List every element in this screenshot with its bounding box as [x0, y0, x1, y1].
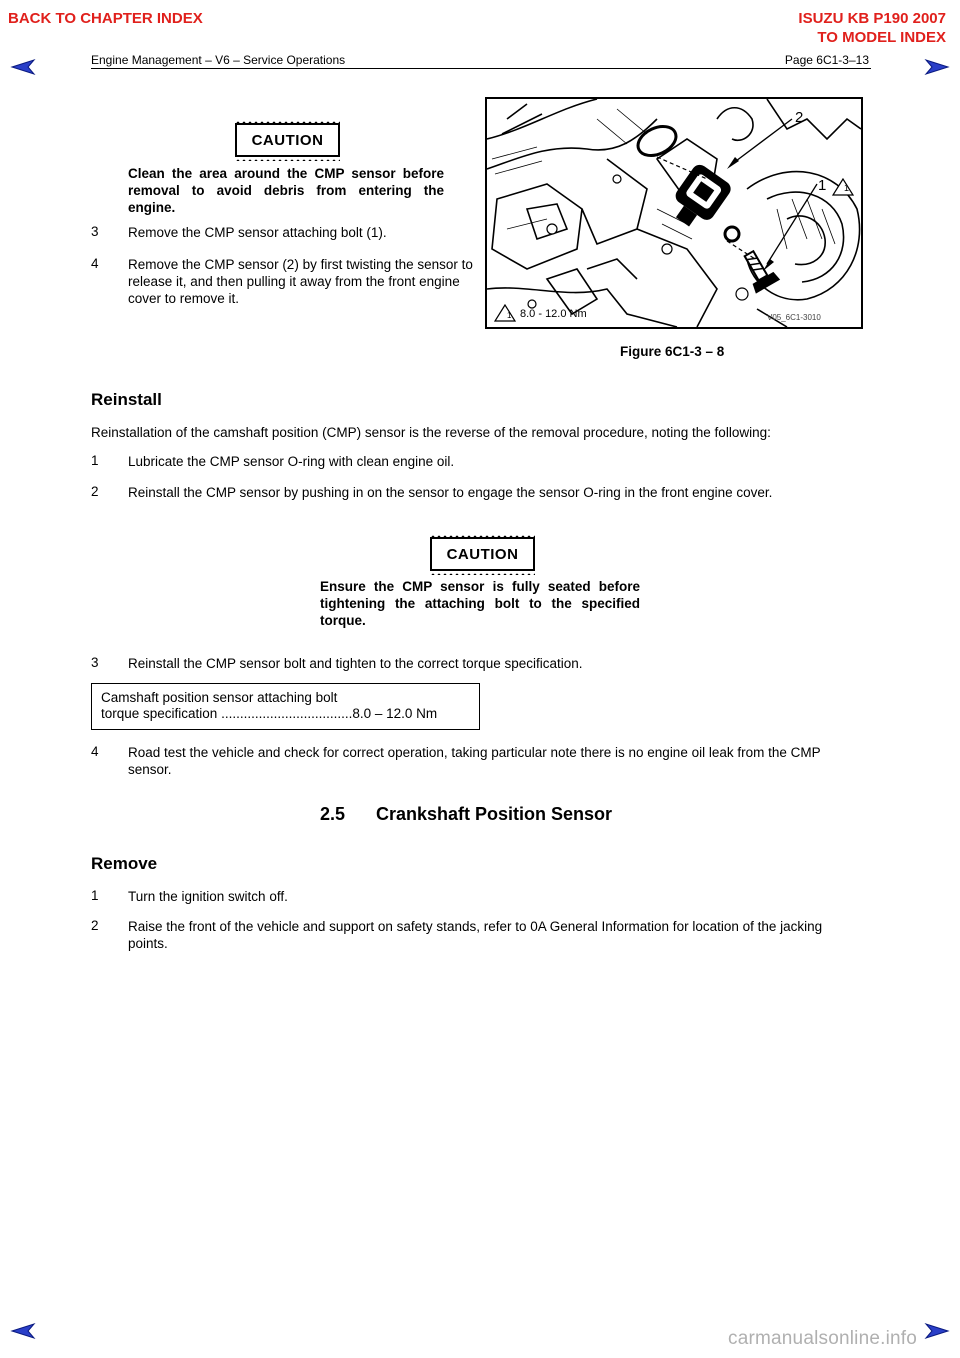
previous-page-arrow-bottom-icon[interactable]	[10, 1322, 36, 1340]
spec-line-2: torque specification ...................................8.0 – 12.0 Nm	[101, 706, 438, 721]
step-text: Reinstall the CMP sensor bolt and tighten to the correct torque specification.	[128, 656, 583, 671]
spec-line-1: Camshaft position sensor attaching bolt	[101, 690, 338, 705]
figure-torque-label: 8.0 - 12.0 Nm	[520, 308, 587, 320]
footer-watermark: carmanualsonline.info	[728, 1328, 918, 1349]
torque-marker-legend: 1	[507, 311, 512, 320]
reinstall-heading: Reinstall	[91, 390, 162, 409]
step-number: 2	[91, 918, 99, 933]
running-header-page: Page 6C1-3–13	[784, 53, 869, 67]
step-text: Reinstall the CMP sensor by pushing in on the sensor to engage the sensor O-ring in the front engine cover.	[128, 485, 773, 500]
reinstall-intro: Reinstallation of the camshaft position (CMP) sensor is the reverse of the removal procedure, noting the following:	[91, 425, 771, 440]
engine-illustration	[485, 97, 863, 329]
step-text: Road test the vehicle and check for correct operation, taking particular note there is no engine oil leak from the CMP sensor.	[128, 745, 821, 777]
section-number: 2.5	[320, 804, 346, 824]
header-rule	[91, 68, 871, 69]
step-number: 4	[91, 744, 99, 759]
callout-1-label: 1	[818, 177, 827, 194]
back-to-chapter-index-link[interactable]: BACK TO CHAPTER INDEX	[8, 10, 203, 27]
running-header-title: Engine Management – V6 – Service Operations	[91, 53, 346, 67]
figure-code: V05_6C1-3010	[767, 313, 821, 322]
figure-caption: Figure 6C1-3 – 8	[620, 344, 725, 359]
step-text: Remove the CMP sensor attaching bolt (1).	[128, 225, 387, 240]
section-title: Crankshaft Position Sensor	[376, 804, 613, 824]
step-text: Lubricate the CMP sensor O-ring with clean engine oil.	[128, 454, 455, 469]
step-text: Remove the CMP sensor (2) by first twisting the sensor to release it, and then pulling it away from the front engine cover to remove it.	[128, 257, 473, 306]
callout-2-label: 2	[795, 109, 804, 126]
torque-spec-box	[91, 683, 480, 730]
next-page-arrow-icon[interactable]	[924, 58, 950, 76]
model-title-link[interactable]: ISUZU KB P190 2007	[798, 10, 946, 27]
to-model-index-link[interactable]: TO MODEL INDEX	[817, 29, 946, 46]
step-number: 1	[91, 453, 99, 468]
previous-page-arrow-icon[interactable]	[10, 58, 36, 76]
torque-marker-callout: 1	[844, 183, 850, 193]
step-text: Raise the front of the vehicle and support on safety stands, refer to 0A General Information for location of the jacking points.	[128, 919, 823, 951]
caution-text: Ensure the CMP sensor is fully seated before tightening the attaching bolt to the specified torque.	[320, 579, 640, 628]
caution-badge: CAUTION	[235, 123, 340, 157]
step-number: 2	[91, 484, 99, 499]
step-number: 3	[91, 224, 99, 239]
next-page-arrow-bottom-icon[interactable]	[924, 1322, 950, 1340]
step-number: 3	[91, 655, 99, 670]
cmp-sensor-diagram	[487, 99, 861, 327]
caution-badge: CAUTION	[430, 537, 535, 571]
caution-text: Clean the area around the CMP sensor before removal to avoid debris from entering the engine.	[128, 166, 444, 215]
step-number: 4	[91, 256, 99, 271]
remove-heading: Remove	[91, 854, 158, 873]
step-number: 1	[91, 888, 99, 903]
step-text: Turn the ignition switch off.	[128, 889, 288, 904]
